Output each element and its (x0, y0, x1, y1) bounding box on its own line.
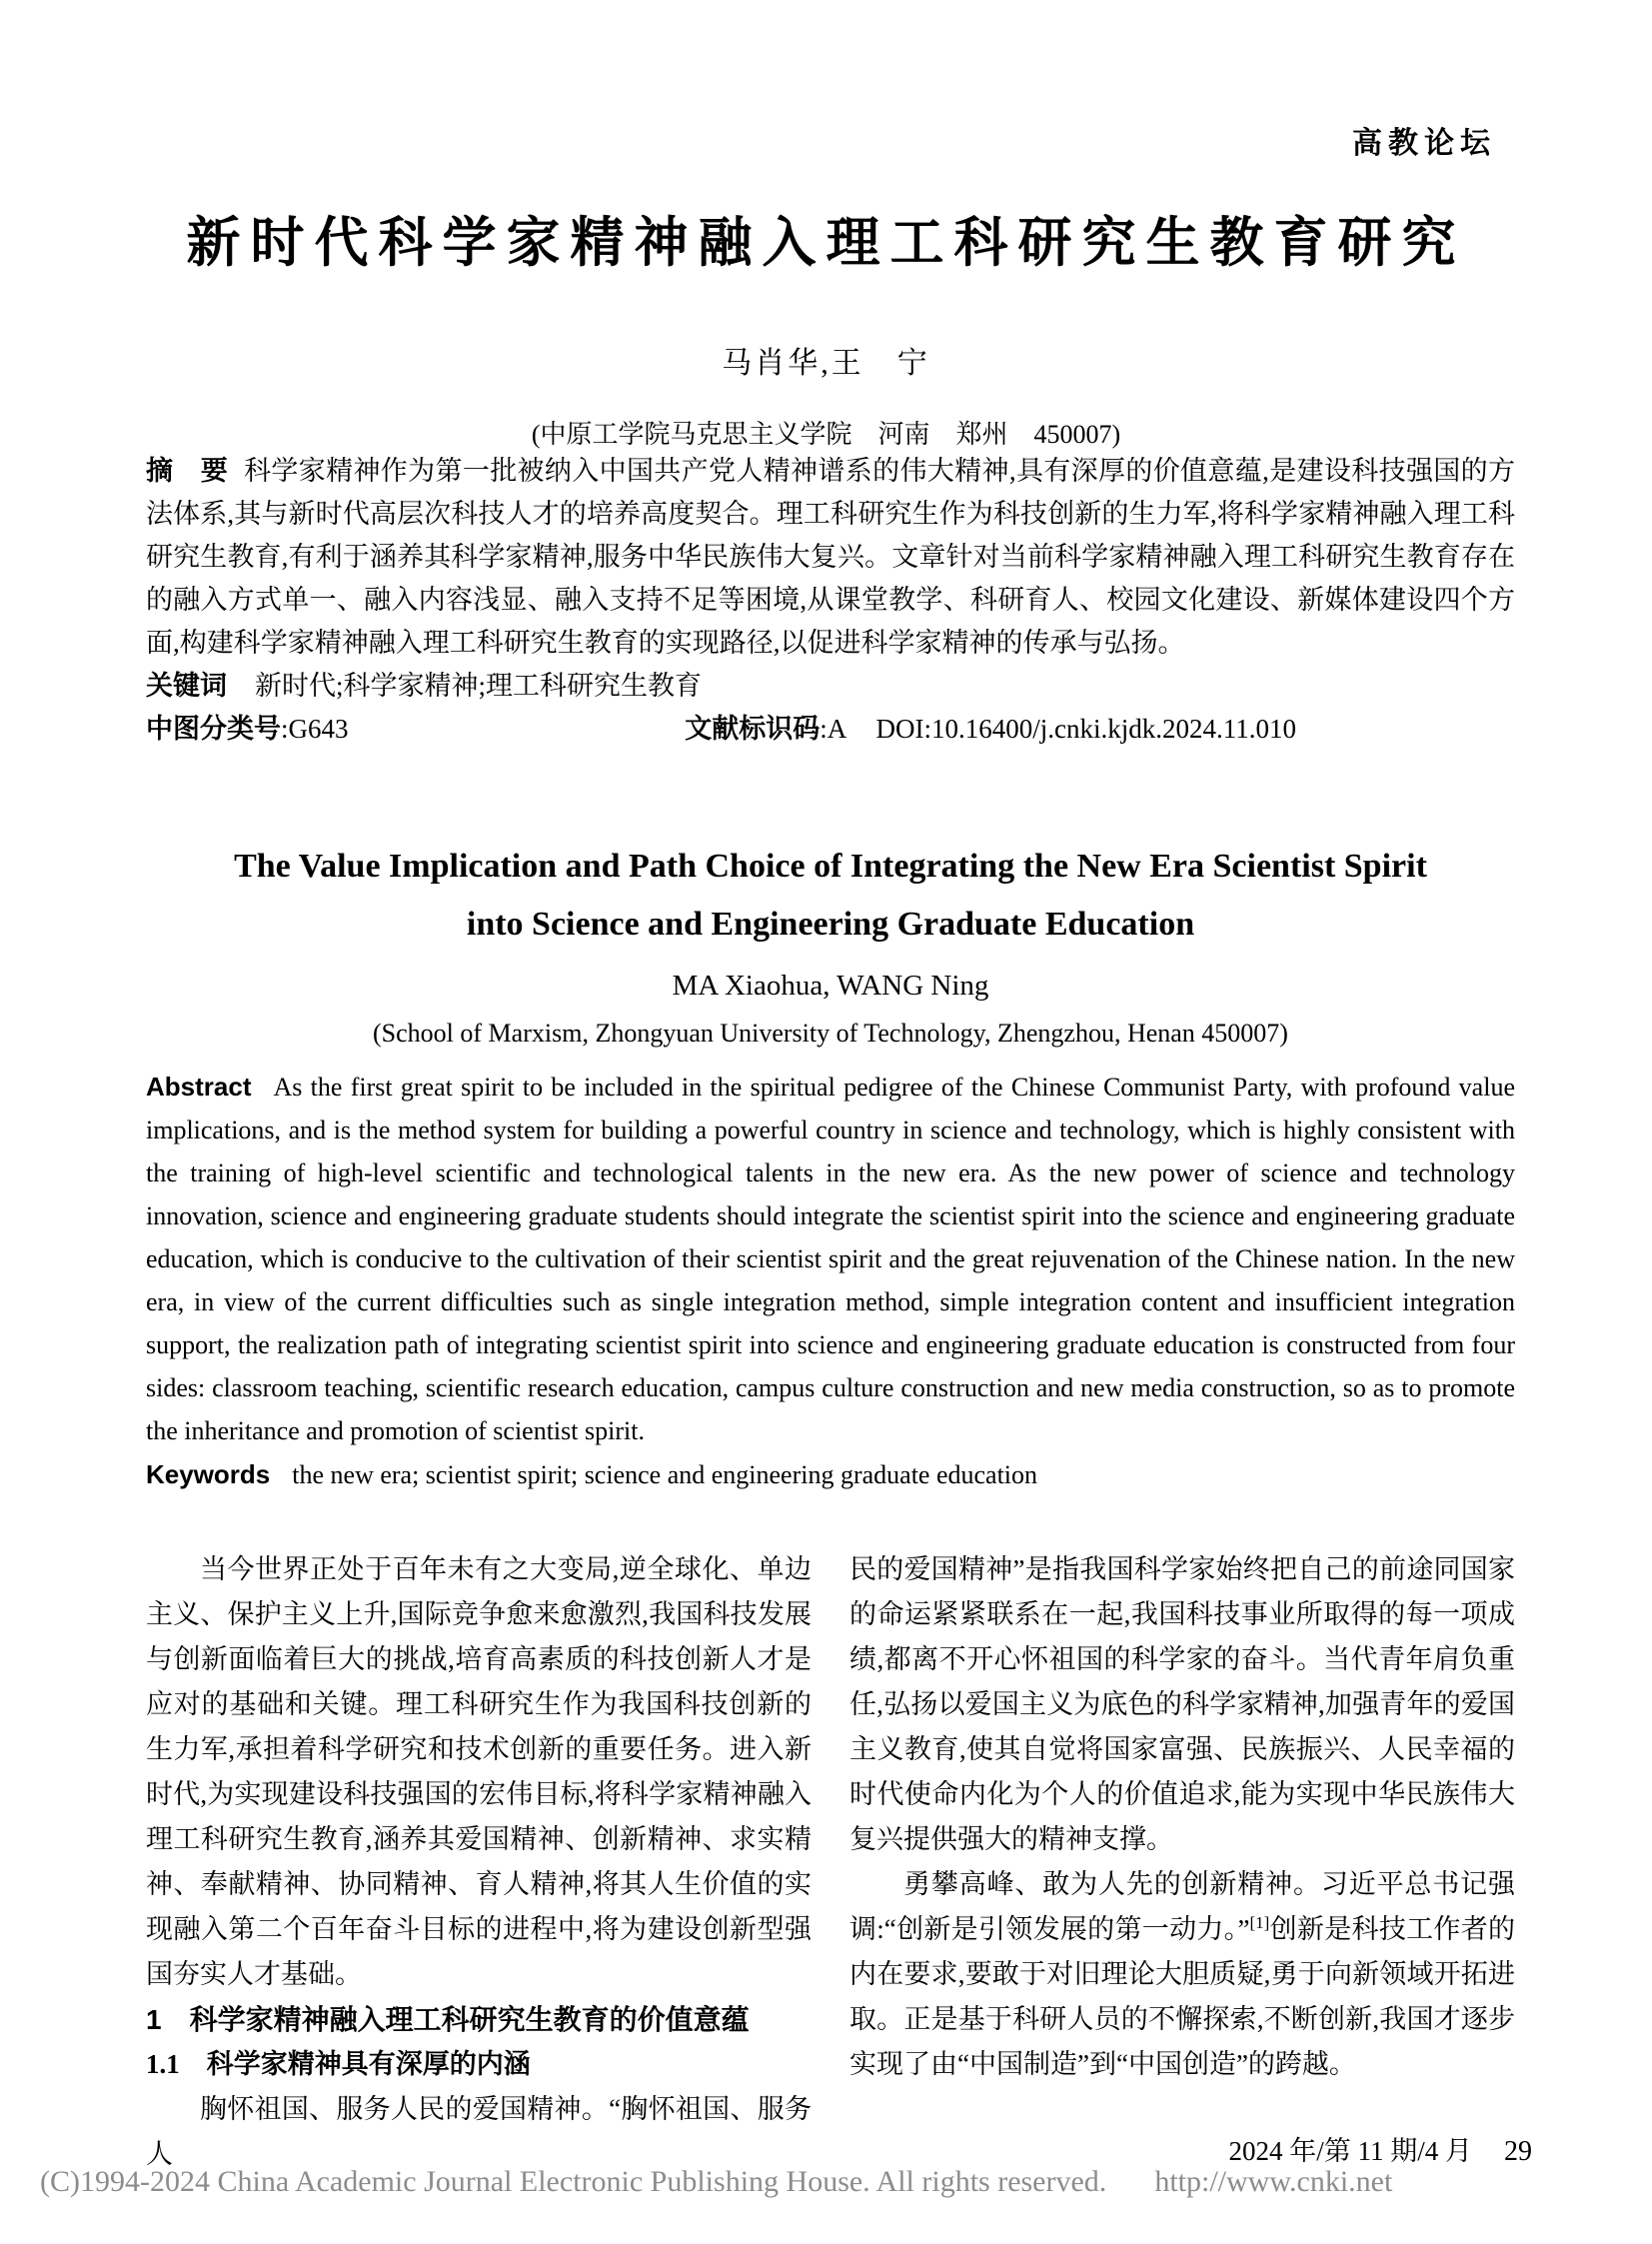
clc-value: :G643 (281, 714, 349, 744)
abstract-label-cn: 摘 要 (146, 456, 229, 486)
keywords-row-en (146, 1452, 1515, 1497)
document-code-value: :A (820, 714, 845, 744)
journal-section-header: 高教论坛 (1352, 127, 1496, 160)
abstract-text-cn: 科学家精神作为第一批被纳入中国共产党人精神谱系的伟大精神,具有深厚的价值意蕴,是建设科技强国的方法体系,其与新时代高层次科技人才的培养高度契合。理工科研究生作为科技创新的生力军,将科学家精神融入理工科研究生教育,有利于涵养其科学家精神,服务中华民族伟大复兴。文章针对当前科学家精神融入理工科研究生教育存在的融入方式单一、融入内容浅显、融入支持不足等困境,从课堂教学、科研育人、校园文化建设、新媒体建设四个方面,构建科学家精神融入理工科研究生教育的实现路径,以促进科学家精神的传承与弘扬。 (146, 456, 1516, 658)
issue-info: 2024 年/第 11 期/4 月 (1228, 2136, 1472, 2166)
cnki-url: http://www.cnki.net (1154, 2165, 1393, 2198)
article-meta-row (146, 708, 1515, 751)
affiliation-en: (School of Marxism, Zhongyuan University of Technology, Zhengzhou, Henan 450007) (373, 1019, 1288, 1048)
body-column-left (146, 1547, 812, 2177)
copyright-line (40, 2165, 1392, 2199)
body-two-columns (146, 1547, 1515, 2177)
body-paragraph: 胸怀祖国、服务人民的爱国精神。“胸怀祖国、服务人 (146, 2094, 812, 2169)
article-title-cn: 新时代科学家精神融入理工科研究生教育研究 (186, 213, 1466, 273)
clc-label: 中图分类号 (146, 714, 281, 744)
title-en-line1: The Value Implication and Path Choice of Integrating the New Era Scientist Spirit (234, 848, 1427, 885)
keywords-label-en: Keywords (146, 1459, 271, 1489)
title-en-line2: into Science and Engineering Graduate Education (466, 906, 1195, 943)
abstract-text-en: As the first great spirit to be included in the spiritual pedigree of the Chinese Communist Party, with profound value implications, and is the method system for building a powerful country in science and technology, which is highly consistent with the training of high-level scientific and technological talents in the new era. As the new power of science and technology innovation, science and engineering graduate students should integrate the scientist spirit into the science and engineering graduate education, which is conducive to the cultivation of their scientist spirit and the great rejuvenation of the Chinese nation. In the new era, in view of the current difficulties such as single integration method, simple integration content and insufficient integration support, the realization path of integrating scientist spirit into science and engineering graduate education is constructed from four sides: classroom teaching, scientific research education, campus culture construction and new media construction, so as to promote the inheritance and promotion of scientist spirit. (146, 1073, 1515, 1445)
section-heading-1-1: 1.1 科学家精神具有深厚的内涵 (146, 2049, 531, 2079)
authors-en: MA Xiaohua, WANG Ning (672, 970, 989, 1002)
abstract-block-cn (146, 450, 1515, 751)
issue-info-line (1228, 2129, 1532, 2168)
english-header-block (146, 838, 1515, 1049)
body-paragraph (849, 1862, 1515, 2087)
body-paragraph: 民的爱国精神”是指我国科学家始终把自己的前途同国家的命运紧紧联系在一起,我国科技事业所取得的每一项成绩,都离不开心怀祖国的科学家的奋斗。当代青年肩负重任,弘扬以爱国主义为底色的科学家精神,加强青年的爱国主义教育,使其自觉将国家富强、民族振兴、人民幸福的时代使命内化为个人的价值追求,能为实现中华民族伟大复兴提供强大的精神支撑。 (849, 1554, 1515, 1854)
copyright-text: (C)1994-2024 China Academic Journal Electronic Publishing House. All rights reserved. (40, 2165, 1107, 2198)
keywords-label-cn: 关键词 (146, 671, 227, 701)
abstract-block-en (146, 1066, 1515, 1497)
abstract-paragraph-cn (146, 450, 1515, 665)
paragraph-text: 勇攀高峰、敢为人先的创新精神。习近平总书记强调:“创新是引领发展的第一动力。” (849, 1869, 1515, 1944)
body-paragraph: 当今世界正处于百年未有之大变局,逆全球化、单边主义、保护主义上升,国际竞争愈来愈激烈,我国科技发展与创新面临着巨大的挑战,培育高素质的科技创新人才是应对的基础和关键。理工科研究生作为我国科技创新的生力军,承担着科学研究和技术创新的重要任务。进入新时代,为实现建设科技强国的宏伟目标,将科学家精神融入理工科研究生教育,涵养其爱国精神、创新精神、求实精神、奉献精神、协同精神、育人精神,将其人生价值的实现融入第二个百年奋斗目标的进程中,将为建设创新型强国夯实人才基础。 (146, 1554, 812, 1989)
body-column-right (849, 1547, 1515, 2177)
keywords-text-en: the new era; scientist spirit; science and engineering graduate education (292, 1460, 1038, 1489)
article-title-en (146, 838, 1515, 954)
keywords-row-cn (146, 665, 1515, 708)
abstract-paragraph-en (146, 1066, 1515, 1452)
document-code-label: 文献标识码 (685, 714, 821, 744)
citation-ref: [1] (1249, 1913, 1270, 1932)
section-heading-1: 1 科学家精神融入理工科研究生教育的价值意蕴 (146, 2004, 750, 2035)
paragraph-text: 创新是科技工作者的内在要求,要敢于对旧理论大胆质疑,勇于向新领域开拓进取。正是基于科研人员的不懈探索,不断创新,我国才逐步实现了由“中国制造”到“中国创造”的跨越。 (849, 1914, 1516, 2079)
doi: DOI:10.16400/j.cnki.kjdk.2024.11.010 (875, 714, 1296, 744)
authors-cn: 马肖华,王 宁 (722, 347, 930, 380)
document-code (685, 714, 845, 744)
page-number: 29 (1504, 2136, 1532, 2167)
keywords-text-cn: 新时代;科学家精神;理工科研究生教育 (255, 671, 703, 701)
clc-number (146, 714, 349, 744)
affiliation-cn: (中原工学院马克思主义学院 河南 郑州 450007) (531, 420, 1121, 449)
abstract-label-en: Abstract (146, 1072, 252, 1102)
